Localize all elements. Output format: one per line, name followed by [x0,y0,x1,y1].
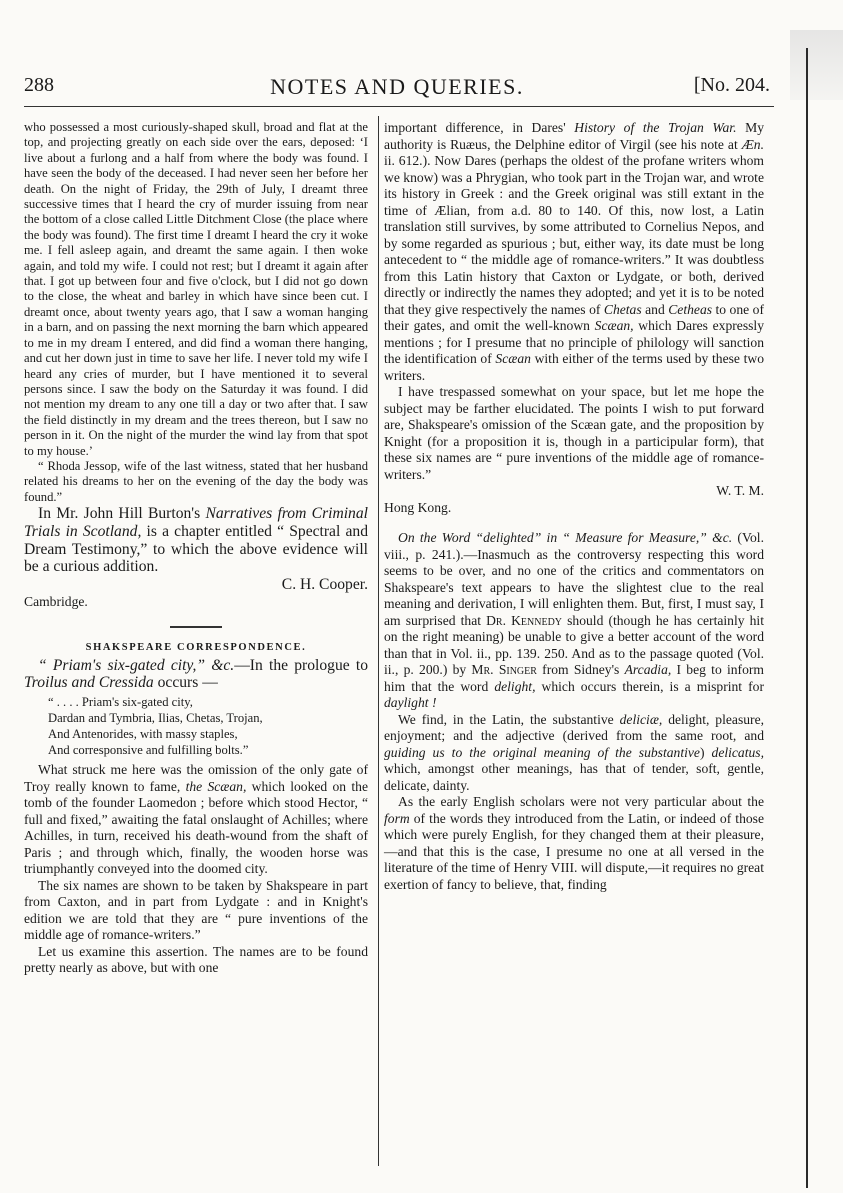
journal-title: NOTES AND QUERIES. [270,74,524,99]
delighted-paragraph: On the Word “delighted” in “ Measure for Measure,” &c. (Vol. viii., p. 241.).—Inasmuch as the controversy respecting this word seems to be over, and no one of the critics and commentators on Shakspeare's text appears to have the slightest clue to the real meaning and derivation, I will enlighten them. But, first, I must say, I am surprised that Dr. Kennedy should (though he has certainly hit on the right meaning) be unable to give a better account of the word than that in Vol. ii., pp. 139. 250. And as to the passage quoted (Vol. ii., p. 200.) by Mr. Singer from Sidney's Arcadia, I beg to inform him that the word delight, which occurs therein, is a misprint for daylight ! [384,530,764,710]
section-heading: SHAKSPEARE CORRESPONDENCE. [85,642,307,654]
right-column [384,120,764,893]
page-number: 288 [24,74,54,96]
verse-line: And Antenorides, with massy staples, [48,727,238,742]
trespassed-paragraph: I have trespassed somewhat on your space, but let me hope the subject may be farther elucidated. The points I wish to put forward are, Shakspeare's omission of the Scæan gate, and the proposition by Knight (for a proposition it is, though in a participular form), that these six names are “ pure inventions of the middle age of romance-writers.” [384,384,764,482]
prologue-verse [48,694,368,758]
signature-cooper: C. H. Cooper. [281,575,368,593]
signature-wtm: W. T. M. [716,483,764,498]
jessop-paragraph: “ Rhoda Jessop, wife of the last witness, stated that her husband related his dreams to her on the evening of the day the body was found.” [24,458,368,504]
burton-paragraph: In Mr. John Hill Burton's Narratives from Criminal Trials in Scotland, is a chapter entitled “ Spectral and Dream Testimony,” to which the above evidence will be a curious addition. [24,505,368,576]
header-rule [24,106,774,107]
issue-number: [No. 204. [693,74,770,96]
latin-paragraph: We find, in the Latin, the substantive deliciæ, delight, pleasure, enjoyment; and the adjective (derived from the same root, and guiding us to the original meaning of the substantive) delicatus, which, amongst other meanings, has that of tender, soft, gentle, delicate, dainty. [384,711,764,793]
verse-line: Dardan and Tymbria, Ilias, Chetas, Trojan, [48,711,263,726]
dares-paragraph: important difference, in Dares' History of the Trojan War. My authority is Ruæus, the Delphine editor of Virgil (see his note at Æn. ii. 612.). Now Dares (perhaps the oldest of the profane writers whom we know) was a Phrygian, who took part in the Trojan war, and wrote its history in Greek : and the Greek original was still extant in the time of Ælian, from a.d. 80 to 140. Of this, now lost, a Latin translation still survives, by some attributed to Cornelius Nepos, and by some regarded as spurious ; but, either way, its date must be long antecedent to “ the middle age of romance-writers.” It was doubtless from this Latin history that Caxton or Lydgate, or both, derived directly or indirectly the names they adopted; and yet it is to be noted that they give respectively the names of Chetas and Cetheas to one of their gates, and omit the well-known Scæan, which Dares expressly mentions ; for I presume that no principle of philology will sanction the identification of Scæan with either of the terms used by these two writers. [384,120,764,383]
testimony-paragraph: who possessed a most curiously-shaped skull, broad and flat at the top, and projecting greatly on each side over the ears, deposed: ‘I live about a furlong and a half from where the body was found. I have seen the body of the deceased. I had never seen her before her death. On the night of Friday, the 29th of July, I dreamt three successive times that I heard the cry of murder issuing from near the bottom of a close called Little Ditchment Close (the place where the body was found). The first time I dreamt I heard the cry it woke me. I fell asleep again, and dreamt the same again. I then woke again, and told my wife. I could not rest; but I dreamt it again after that. I got up between four and five o'clock, but I did not go down to the close, the wheat and barley in which have since been cut. I dreamt once, about twenty years ago, that I saw a woman hanging in a barn, and on passing the next morning the barn which appeared to me in my dream I entered, and did find a woman there hanging, and cut her down just in time to save her life. I never told my wife I heard any cries of murder, but I have mentioned it to several persons since. I saw the body on the Saturday it was found. I did not mention my dream to any one till a day or two after that. I saw the field distinctly in my dream and the trees thereon, but I saw no person in it. On the night of the murder the wind lay from that spot to my house.’ [24,120,368,458]
page-edge-shadow [790,30,843,100]
verse-line: And corresponsive and fulfilling bolts.” [48,743,249,758]
column-divider [378,116,379,1166]
left-column [24,120,368,977]
place-cambridge: Cambridge. [24,593,88,609]
examine-paragraph: Let us examine this assertion. The names are to be found pretty nearly as above, but with one [24,943,368,976]
priam-paragraph: “ Priam's six-gated city,” &c.—In the prologue to Troilus and Cressida occurs — [24,656,368,692]
scaean-paragraph: What struck me here was the omission of the only gate of Troy really known to fame, the Scæan, which looked on the tomb of the founder Laomedon ; before which stood Hector, “ full and fixed,” awaiting the fatal onslaught of Achilles; where Achilles, in turn, received his death-wound from the shaft of Paris ; and through which, finally, the wooden horse was triumphantly conveyed into the doomed city. [24,762,369,877]
section-divider [170,626,222,628]
binding-edge [806,48,808,1188]
verse-line: “ . . . . Priam's six-gated city, [48,695,193,710]
running-header [24,74,770,104]
six-names-paragraph: The six names are shown to be taken by Shakspeare in part from Caxton, and in part from Lydgate : and in Knight's edition we are told that they are “ pure inventions of the middle age of romance-writers.” [24,877,368,943]
scholars-paragraph: As the early English scholars were not very particular about the form of the words they introduced from the Latin, or indeed of those which were purely English, for they changed them at their pleasure,—and that this is the case, I presume no one at all versed in the literature of the time of Henry VIII. will dispute,—it requires no great exertion of fancy to believe, that, finding [384,794,764,892]
place-hong-kong: Hong Kong. [384,499,452,515]
